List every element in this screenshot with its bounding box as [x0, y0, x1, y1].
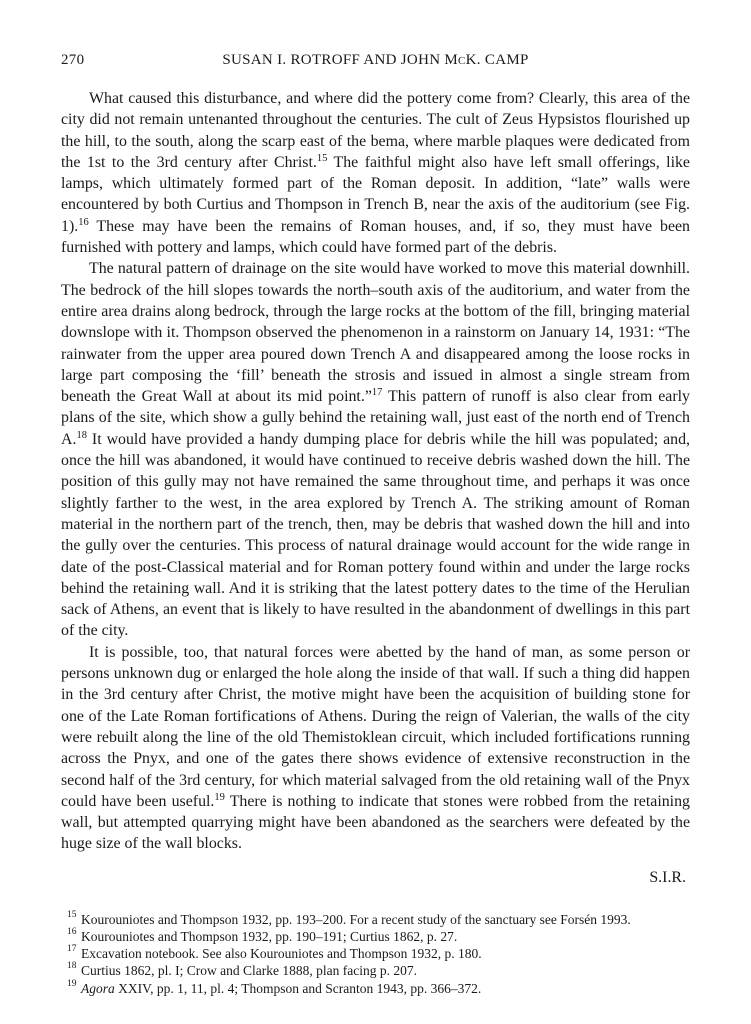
running-title: SUSAN I. ROTROFF AND JOHN McK. CAMP [222, 52, 529, 68]
paragraph [61, 258, 690, 641]
footnotes [61, 911, 690, 997]
footnote [61, 928, 690, 945]
footnote-reference: 17 [371, 387, 383, 399]
page-number: 270 [61, 52, 85, 68]
paragraph-text: What caused this disturbance, and where did the pottery come from? Clearly, this area of the city did not remain untenanted throughout the centuries. The cult of Zeus Hypsistos flourished up the hill, to the south, along the scarp east of the bema, where marble plaques were dedicated from the 1st to the 3rd century after Christ. [61, 90, 690, 171]
footnote-text [81, 928, 690, 945]
paragraph-text: It would have provided a handy dumping place for debris while the hill was populated; and, once the hill was abandoned, it would have continued to receive debris washed down the hill. The position of this gully may not have remained the same throughout time, and perhaps it was once slightly farther to the west, in the area explored by Trench A. The striking amount of Roman material in the northern part of the trench, then, may be debris that washed down the hill and into the gully over the centuries. This process of natural drainage would account for the wide range in date of the post-Classical material and for Roman pottery found within and under the large rocks behind the retaining wall. And it is striking that the latest pottery dates to the time of the Herulian sack of Athens, an event that is likely to have resulted in the abandonment of dwellings in this part of the city. [61, 430, 690, 640]
footnote [61, 962, 690, 979]
footnote-text [81, 945, 690, 962]
footnote [61, 911, 690, 928]
paragraph-text: The faithful might also have left small offerings, like lamps, which ultimately formed part of the Roman deposit. In addition, “late” walls were encountered by both Curtius and Thompson in Trench B, near the axis of the auditorium (see Fig. 1). [61, 153, 690, 235]
footnote-italic-text: Agora [81, 980, 115, 996]
footnote-number: 15 [67, 909, 77, 920]
paragraph [61, 642, 690, 855]
footnote-text [81, 911, 690, 928]
paragraph-text: The natural pattern of drainage on the site would have worked to move this material downhill. The bedrock of the hill slopes towards the north–south axis of the auditorium, and water from the entire area drains along bedrock, through the large rocks at the bottom of the fill, bringing material downslope with it. Thompson observed the phenomenon in a rainstorm on January 14, 1931: “The rainwater from the upper area poured down Trench A and disappeared among the loose rocks in large part composing the ‘fill’ beneath the strosis and issued in almost a single stream from beneath the Great Wall at about its mid point.” [61, 260, 690, 406]
footnote-text-part: Kourouniotes and Thompson 1932, pp. 193–200. For a recent study of the sanctuary see Forsén 1993. [81, 911, 631, 927]
footnote-reference: 16 [78, 216, 89, 228]
footnote-text-part: Excavation notebook. See also Kourouniotes and Thompson 1932, p. 180. [81, 946, 482, 962]
footnote-reference: 15 [316, 152, 328, 164]
footnote-text-part: XXIV, pp. 1, 11, pl. 4; Thompson and Scranton 1943, pp. 366–372. [114, 980, 482, 996]
author-initials: S.I.R. [649, 868, 686, 886]
footnote [61, 980, 690, 997]
paragraph-text: These may have been the remains of Roman houses, and, if so, they must have been furnished with pottery and lamps, which could have formed part of the debris. [61, 217, 690, 257]
footnote-reference: 19 [214, 791, 225, 803]
body-text [61, 88, 690, 855]
footnote-text [81, 980, 690, 997]
footnote-text-part: Kourouniotes and Thompson 1932, pp. 190–191; Curtius 1862, p. 27. [81, 928, 458, 944]
footnote-reference: 18 [76, 429, 87, 441]
paragraph-text: This pattern of runoff is also clear from early plans of the site, which show a gully behind the retaining wall, just east of the north end of Trench A. [61, 388, 690, 448]
paragraph-text: There is nothing to indicate that stones were robbed from the retaining wall, but attempted quarrying might have been abandoned as the searchers were defeated by the huge size of the wall blocks. [61, 792, 690, 853]
footnote-text [81, 962, 690, 979]
footnote-number: 19 [67, 978, 77, 989]
footnote [61, 945, 690, 962]
footnote-number: 17 [67, 944, 77, 955]
running-head [61, 52, 690, 78]
page [61, 52, 690, 997]
paragraph [61, 88, 690, 258]
footnote-number: 16 [67, 926, 77, 937]
paragraph-text: It is possible, too, that natural forces were abetted by the hand of man, as some person or persons unknown dug or enlarged the hole along the inside of that wall. If such a thing did happen in the 3rd century after Christ, the motive might have been the acquisition of building stone for one of the Late Roman fortifications of Athens. During the reign of Valerian, the walls of the city were rebuilt along the line of the old Themistoklean circuit, which included fortifications running across the Pnyx, and one of the gates there shows evidence of extensive reconstruction in the second half of the 3rd century, for which material salvaged from the old retaining wall of the Pnyx could have been useful. [61, 643, 690, 810]
footnote-number: 18 [67, 961, 77, 972]
footnote-text-part: Curtius 1862, pl. I; Crow and Clarke 1888, plan facing p. 207. [81, 963, 417, 979]
